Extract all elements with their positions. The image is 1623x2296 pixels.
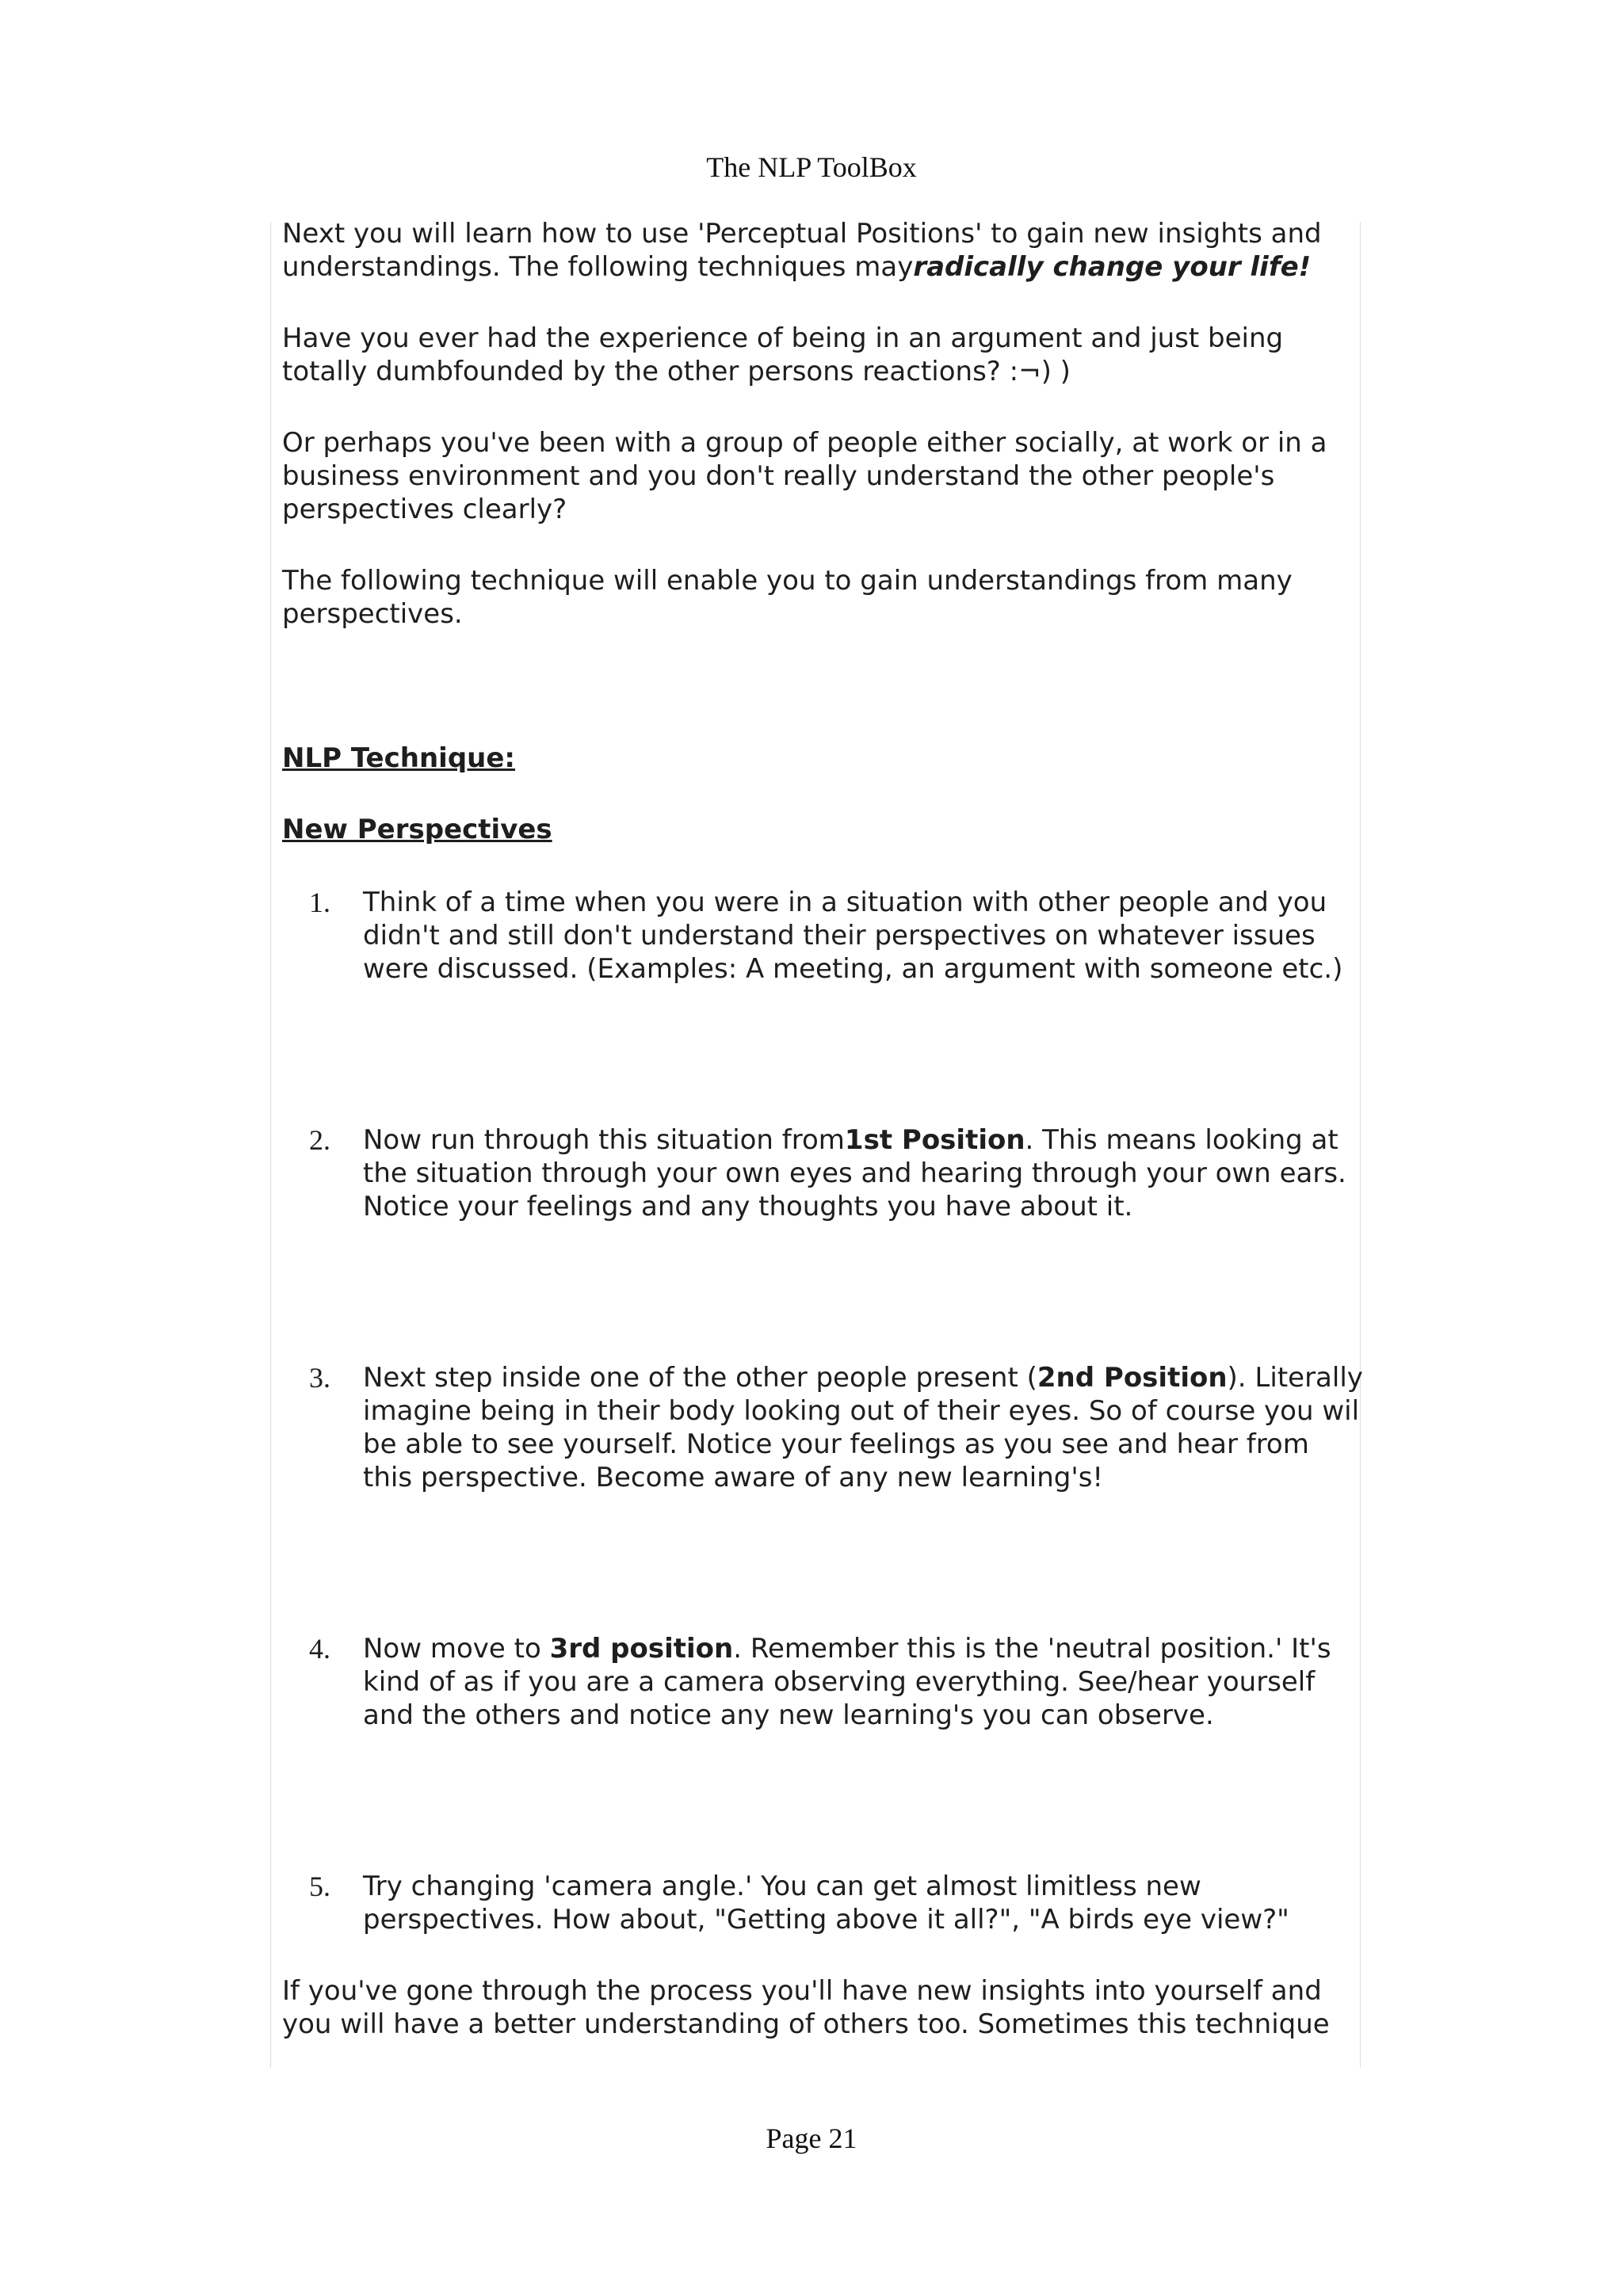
intro-paragraph-4: The following technique will enable you to gain understandings from many perspectives.	[282, 565, 1293, 630]
list-item	[282, 886, 1363, 986]
intro-paragraph-3: Or perhaps you've been with a group of people either socially, at work or in a business environment and you don't really understand the other people's perspectives clearly?	[282, 427, 1327, 525]
list-item: 3. Next step inside one of the other people present (2nd Position). Literally imagine being in their body looking out of their eyes. So of course you wil be able to see yourself. Notice your feelings as you see and hear from this perspective. Become aware of any new learning's!	[309, 1362, 1363, 1493]
position-term: 3rd position	[549, 1633, 734, 1665]
intro-paragraph-1: Next you will learn how to use 'Perceptual Positions' to gain new insights and understandings. The following techniques mayradically change your life!	[282, 218, 1322, 283]
position-term: 2nd Position	[1037, 1362, 1228, 1394]
closing-paragraph: If you've gone through the process you'll have new insights into yourself and you will have a better understanding of others too. Sometimes this technique	[282, 1975, 1330, 2040]
step-number: 5.	[309, 1871, 330, 1902]
step-text: Try changing 'camera angle.' You can get almost limitless new perspectives. How about, "Getting above it all?", "A birds eye view?"	[363, 1871, 1289, 1936]
page-number: Page 21	[766, 2122, 857, 2154]
technique-name: New Perspectives	[282, 814, 552, 845]
page-header: The NLP ToolBox	[706, 151, 917, 183]
step-number: 3.	[309, 1362, 330, 1394]
list-item: 2. Now run through this situation from1st Position. This means looking at the situation through your own eyes and hearing through your own ears. Notice your feelings and any thoughts you have about it.	[309, 1124, 1346, 1222]
emphasis-text: radically change your life!	[913, 251, 1312, 283]
technique-label: NLP Technique:	[282, 742, 516, 774]
step-number: 4.	[309, 1633, 330, 1665]
intro-paragraph-2: Have you ever had the experience of being in an argument and just being totally dumbfounded by the other persons reactions? :¬) )	[282, 322, 1284, 387]
list-item: 4. Now move to 3rd position. Remember this is the 'neutral position.' It's kind of as if you are a camera observing everything. See/hear yourself and the others and notice any new learning's you can observe.	[309, 1633, 1331, 1731]
step-number: 2.	[309, 1124, 330, 1156]
position-term: 1st Position	[844, 1124, 1025, 1156]
list-item	[282, 1870, 1363, 1936]
page-body	[282, 217, 1363, 2041]
steps-list	[282, 886, 1363, 1936]
step-text: Think of a time when you were in a situation with other people and you didn't and still don't understand their perspectives on whatever issues were discussed. (Examples: A meeting, an argument with someone etc.)	[363, 887, 1343, 985]
step-number: 1.	[309, 887, 330, 918]
